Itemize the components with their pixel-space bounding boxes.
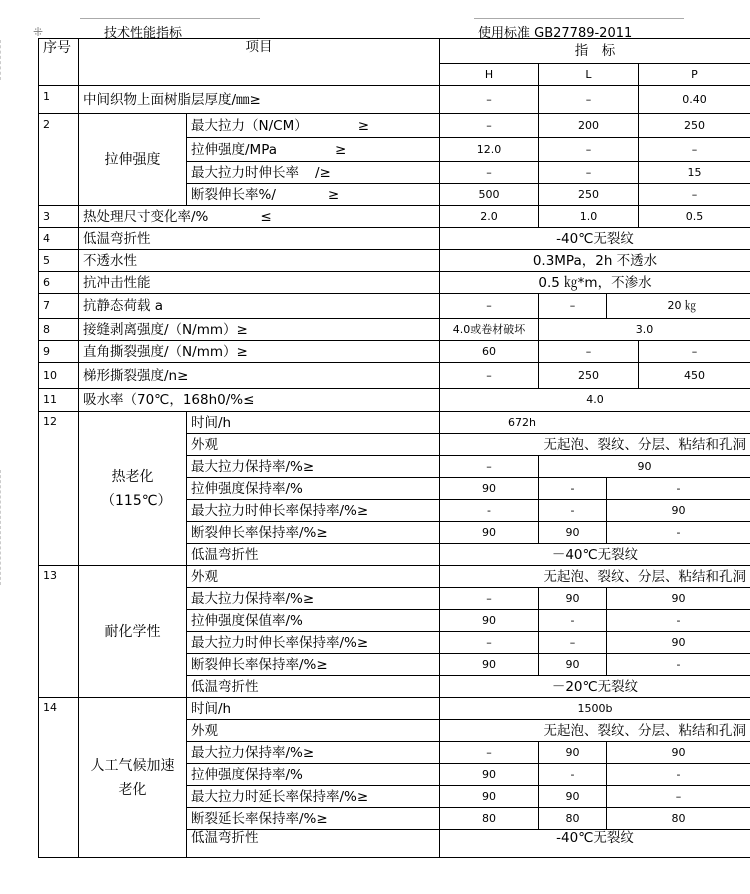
table-row	[39, 341, 750, 363]
value-l: 250	[539, 184, 639, 206]
value-p: 80	[607, 808, 750, 830]
row-item: 最大拉力时伸长率保持率/%≥	[187, 632, 440, 654]
table-move-handle-icon[interactable]: ⁜	[33, 25, 44, 39]
row-item	[187, 114, 440, 138]
table-row	[39, 206, 750, 228]
value-p: 90	[607, 588, 750, 610]
value-h: –	[440, 588, 539, 610]
row-item: 断裂伸长率保持率/%≥	[187, 654, 440, 676]
value-l: -	[539, 500, 607, 522]
table-row	[39, 294, 750, 319]
left-margin-mark	[0, 40, 1, 80]
table-row	[39, 228, 750, 250]
comparison-symbol: /≥	[315, 164, 331, 181]
value-all: -40℃无裂纹	[440, 830, 750, 858]
table-row	[39, 319, 750, 341]
table-row	[39, 412, 750, 434]
row-item: 接缝剥离强度/（N/mm）≥	[79, 319, 440, 341]
value-h: 90	[440, 786, 539, 808]
comparison-symbol: ≥	[327, 186, 340, 203]
row-category: 耐化学性	[79, 566, 187, 698]
value-p: -	[607, 610, 750, 632]
value-h: 90	[440, 478, 539, 500]
row-category: 热老化（115℃）	[79, 412, 187, 566]
value-h: –	[440, 114, 539, 138]
left-margin-mark	[0, 470, 1, 585]
value-h: 80	[440, 808, 539, 830]
value-h: 90	[440, 764, 539, 786]
value-all: 无起泡、裂纹、分层、粘结和孔洞	[440, 434, 750, 456]
value-all: 672h	[440, 412, 750, 434]
value-h: 60	[440, 341, 539, 363]
value-h: –	[440, 162, 539, 184]
row-number: 13	[39, 566, 79, 698]
value-l: 1.0	[539, 206, 639, 228]
value-all: 0.3MPa，2h 不透水	[440, 250, 750, 272]
row-item	[79, 206, 440, 228]
value-l: 90	[539, 786, 607, 808]
row-number: 12	[39, 412, 79, 566]
grade-h: H	[440, 64, 539, 86]
row-item	[187, 138, 440, 162]
row-item: 低温弯折性	[187, 830, 440, 858]
value-h: 90	[440, 610, 539, 632]
value-h: 500	[440, 184, 539, 206]
value-h: –	[440, 363, 539, 389]
value-p: -	[607, 654, 750, 676]
value-l: –	[539, 138, 639, 162]
row-item: 抗冲击性能	[79, 272, 440, 294]
value-h: 12.0	[440, 138, 539, 162]
row-item: 拉伸强度保持率/%	[187, 764, 440, 786]
row-number: 5	[39, 250, 79, 272]
row-item: 抗静态荷载 a	[79, 294, 440, 319]
comparison-symbol: ≤	[260, 208, 272, 225]
value-h: 2.0	[440, 206, 539, 228]
header-rule	[474, 18, 684, 19]
value-all: －40℃无裂纹	[440, 544, 750, 566]
row-item: 直角撕裂强度/（N/mm）≥	[79, 341, 440, 363]
row-number: 2	[39, 114, 79, 206]
row-category: 人工气候加速老化	[79, 698, 187, 858]
value-p: -	[607, 764, 750, 786]
row-item: 时间/h	[187, 698, 440, 720]
value-h: –	[440, 294, 539, 319]
grade-l: L	[539, 64, 639, 86]
col-header-item: 项目	[79, 39, 440, 86]
row-item	[187, 162, 440, 184]
value-p: 450	[639, 363, 750, 389]
value-h: –	[440, 632, 539, 654]
table-row	[39, 86, 750, 114]
value-h: -	[440, 500, 539, 522]
item-label: 断裂伸长率%/	[191, 186, 276, 203]
value-p: –	[607, 786, 750, 808]
row-item: 断裂伸长率保持率/%≥	[187, 522, 440, 544]
document-title: 技术性能指标	[104, 26, 183, 41]
row-item: 时间/h	[187, 412, 440, 434]
row-item: 最大拉力保持率/%≥	[187, 742, 440, 764]
table-row	[39, 250, 750, 272]
value-l: 90	[539, 588, 607, 610]
row-item: 不透水性	[79, 250, 440, 272]
row-item: 外观	[187, 720, 440, 742]
value-l: -	[539, 478, 607, 500]
value-p: -	[607, 522, 750, 544]
row-number: 9	[39, 341, 79, 363]
row-item: 低温弯折性	[79, 228, 440, 250]
value-p: 0.40	[639, 86, 750, 114]
value-l: 90	[539, 742, 607, 764]
value-p: –	[639, 138, 750, 162]
header-rule	[80, 18, 260, 19]
row-item: 最大拉力保持率/%≥	[187, 588, 440, 610]
value-all: -40℃无裂纹	[440, 228, 750, 250]
value-h: –	[440, 86, 539, 114]
row-item: 低温弯折性	[187, 676, 440, 698]
value-p: –	[639, 341, 750, 363]
value-l: –	[539, 341, 639, 363]
value-p: 20 ㎏	[607, 294, 750, 319]
row-number: 10	[39, 363, 79, 389]
value-h: 4.0或卷材破坏	[440, 319, 539, 341]
value-h: –	[440, 456, 539, 478]
value-l: –	[539, 632, 607, 654]
row-number: 7	[39, 294, 79, 319]
row-number: 14	[39, 698, 79, 858]
row-item: 断裂延长率保持率/%≥	[187, 808, 440, 830]
value-l: –	[539, 162, 639, 184]
row-category: 拉伸强度	[79, 114, 187, 206]
row-item: 外观	[187, 566, 440, 588]
value-l: –	[539, 294, 607, 319]
value-all: 4.0	[440, 389, 750, 412]
row-number: 3	[39, 206, 79, 228]
row-item: 最大拉力时伸长率保持率/%≥	[187, 500, 440, 522]
comparison-symbol: ≥	[357, 117, 370, 134]
row-item: 中间织物上面树脂层厚度/㎜≥	[79, 86, 440, 114]
row-item: 拉伸强度保值率/%	[187, 610, 440, 632]
row-number: 1	[39, 86, 79, 114]
value-p: 15	[639, 162, 750, 184]
value-p: 0.5	[639, 206, 750, 228]
value-all: －20℃无裂纹	[440, 676, 750, 698]
row-item	[187, 184, 440, 206]
value-l: 90	[539, 654, 607, 676]
row-item: 外观	[187, 434, 440, 456]
col-header-no: 序号	[39, 39, 79, 86]
spec-table	[38, 38, 750, 858]
value-h: –	[440, 742, 539, 764]
row-item: 低温弯折性	[187, 544, 440, 566]
standard-reference: 使用标准 GB27789-2011	[478, 26, 633, 41]
table-row	[39, 114, 750, 138]
value-l: 80	[539, 808, 607, 830]
value-p: 3.0	[539, 319, 750, 341]
value-l: 250	[539, 363, 639, 389]
row-item: 最大拉力时延长率保持率/%≥	[187, 786, 440, 808]
item-label: 最大拉力时伸长率	[191, 164, 299, 181]
row-number: 8	[39, 319, 79, 341]
value-l: -	[539, 610, 607, 632]
value-p: –	[639, 184, 750, 206]
value-all: 无起泡、裂纹、分层、粘结和孔洞	[440, 720, 750, 742]
row-number: 11	[39, 389, 79, 412]
value-p: -	[607, 478, 750, 500]
row-number: 6	[39, 272, 79, 294]
table-row	[39, 272, 750, 294]
table-row	[39, 698, 750, 720]
row-item: 吸水率（70℃，168h0/%≤	[79, 389, 440, 412]
item-label: 热处理尺寸变化率/%	[83, 208, 209, 225]
table-row	[39, 389, 750, 412]
value-lp: 90	[539, 456, 750, 478]
row-item: 最大拉力保持率/%≥	[187, 456, 440, 478]
value-p: 250	[639, 114, 750, 138]
value-l: -	[539, 764, 607, 786]
value-all: 无起泡、裂纹、分层、粘结和孔洞	[440, 566, 750, 588]
col-header-spec: 指 标	[440, 39, 750, 64]
value-p: 90	[607, 742, 750, 764]
grade-p: P	[639, 64, 750, 86]
row-number: 4	[39, 228, 79, 250]
value-p: 90	[607, 500, 750, 522]
value-all: 0.5 ㎏*m，不渗水	[440, 272, 750, 294]
table-row	[39, 566, 750, 588]
value-l: 90	[539, 522, 607, 544]
value-l: –	[539, 86, 639, 114]
item-label: 最大拉力（N/CM）	[191, 117, 308, 134]
row-item: 梯形撕裂强度/n≥	[79, 363, 440, 389]
value-p: 90	[607, 632, 750, 654]
value-all: 1500b	[440, 698, 750, 720]
value-l: 200	[539, 114, 639, 138]
table-header-row	[39, 39, 750, 64]
item-label: 拉伸强度/MPa	[191, 141, 278, 158]
table-row	[39, 363, 750, 389]
value-h: 90	[440, 522, 539, 544]
row-item: 拉伸强度保持率/%	[187, 478, 440, 500]
comparison-symbol: ≥	[335, 141, 347, 158]
value-h: 90	[440, 654, 539, 676]
